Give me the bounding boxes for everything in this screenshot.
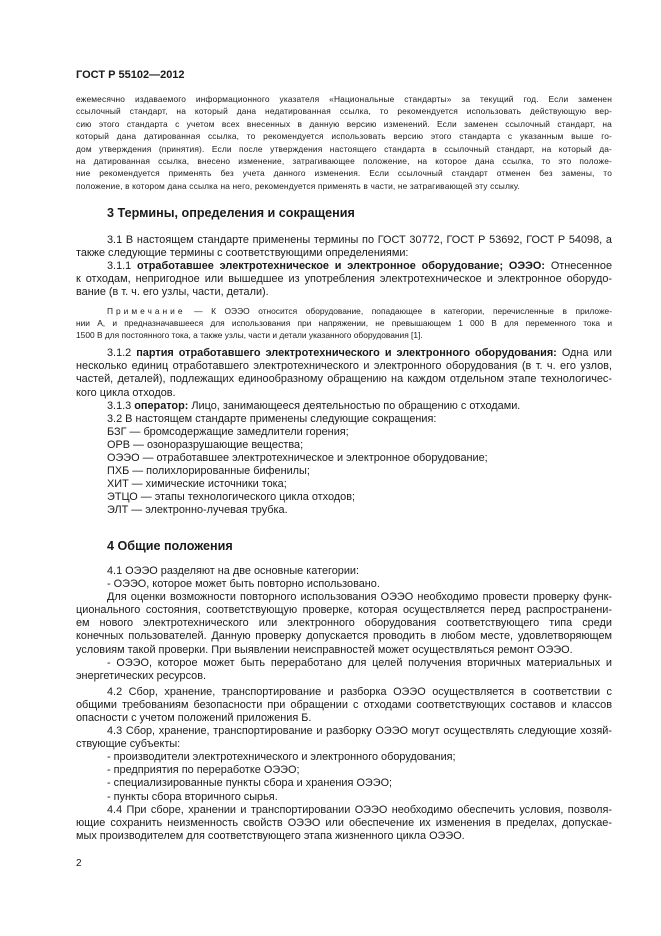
- text-line: [76, 565, 612, 578]
- para-4-2: [76, 686, 612, 725]
- text-line: [76, 247, 612, 260]
- intro-continuation: [76, 93, 612, 192]
- text-line: [76, 360, 612, 373]
- text-segment: конечных пользователей. Данную проверку допускается проводить в любом месте, удовлетворяющем: [76, 630, 612, 643]
- abbr-hit: [76, 478, 612, 491]
- abbr-phb: [76, 465, 612, 478]
- text-segment: 3 Термины, определения и сокращения: [107, 206, 355, 221]
- text-line: [76, 699, 612, 712]
- text-line: [76, 751, 612, 764]
- text-line: [76, 712, 612, 725]
- text-segment: несколько единиц отработавшего электротехнического и электронного оборудования (в т. ч. его узлов,: [76, 360, 612, 373]
- text-segment: ежемесячно издаваемого информационного указателя «Национальные стандарты» за текущий год. Если заменен: [76, 94, 612, 104]
- list-4-3-4: [76, 791, 612, 804]
- text-line: [76, 329, 612, 341]
- note-label: Примечание: [107, 305, 186, 316]
- text-line: [107, 205, 612, 221]
- text-segment: 4.1 ОЭЭО разделяют на две основные категории:: [107, 564, 360, 577]
- text-segment: общими требованиям безопасности при обращении с отходами соответствующих составов и классов: [76, 698, 612, 711]
- term-label: отработавшее электротехническое и электронное оборудование; ОЭЭО:: [137, 259, 545, 272]
- text-segment: 1500 В для постоянного тока, а также узлы, части и детали указанного оборудования [1].: [76, 329, 423, 340]
- document-page: [76, 68, 612, 869]
- para-3-1-1: [76, 260, 612, 299]
- para-4-1: [76, 565, 612, 578]
- text-line: [76, 817, 612, 830]
- text-segment: 3.1.1: [107, 259, 138, 272]
- para-3-1-2: [76, 347, 612, 399]
- text-line: [76, 130, 612, 142]
- text-line: [76, 491, 612, 504]
- para-3-1: [76, 234, 612, 260]
- text-line: [76, 400, 612, 413]
- text-line: [76, 670, 612, 683]
- text-line: [76, 118, 612, 130]
- abbr-orv: [76, 439, 612, 452]
- list-4-3-1: [76, 751, 612, 764]
- text-line: [76, 657, 612, 670]
- page-number: 2: [76, 857, 82, 869]
- text-line: [76, 725, 612, 738]
- text-segment: 4 Общие положения: [107, 539, 233, 554]
- text-segment: ссылочный стандарт, на который дана недатированная ссылка, то рекомендуется использовать действующую вер-: [76, 106, 612, 117]
- text-line: [76, 830, 612, 843]
- document-header: ГОСТ Р 55102—2012: [76, 69, 185, 81]
- text-line: [76, 591, 612, 604]
- text-line: [76, 478, 612, 491]
- abbr-etco: [76, 491, 612, 504]
- text-line: [76, 439, 612, 452]
- para-4-1-b: [76, 657, 612, 683]
- text-segment: Одна или: [556, 347, 612, 360]
- note-1: [76, 305, 612, 341]
- text-segment: вание (в т. ч. его узлы, части, детали).: [76, 286, 269, 299]
- text-line: [76, 347, 612, 360]
- text-segment: - производители электротехнического и электронного оборудования;: [107, 751, 456, 764]
- text-line: [76, 604, 612, 617]
- text-segment: - ОЭЭО, которое может быть переработано для целей получения вторичных материальных и: [107, 656, 612, 669]
- text-line: [76, 644, 612, 657]
- text-line: [76, 305, 612, 317]
- text-segment: Лицо, занимающееся деятельностью по обращению с отходами.: [188, 399, 521, 412]
- text-segment: ем нового электротехнического или электронного оборудования соответствующего типа среди: [76, 617, 612, 630]
- text-line: [76, 180, 612, 192]
- text-line: [76, 273, 612, 286]
- section-4-heading: [76, 538, 612, 554]
- text-segment: - ОЭЭО, которое может быть повторно использовано.: [107, 578, 380, 591]
- text-line: [76, 373, 612, 386]
- text-segment: — К ОЭЭО относится оборудование, попадающее в категории, перечисленные в приложе-: [185, 305, 612, 316]
- text-line: [76, 777, 612, 790]
- text-segment: 3.1.2: [107, 347, 137, 360]
- text-segment: сию этого стандарта с учетом всех внесенных в данную версию изменений. Если заменен ссылочный стандарт, на: [76, 118, 612, 129]
- text-segment: на датированная ссылка, внесено изменение, затрагивающее положение, на которое дана ссылка, то это положе-: [76, 156, 612, 167]
- para-3-2: [76, 413, 612, 426]
- text-line: [76, 804, 612, 817]
- para-4-4: [76, 804, 612, 843]
- text-segment: условиям такой проверки. При выявлении неисправностей может осуществляться ремонт ОЭЭО.: [76, 643, 573, 656]
- text-line: [76, 93, 612, 105]
- text-line: [76, 167, 612, 179]
- text-line: [76, 426, 612, 439]
- text-segment: ОРВ — озоноразрушающие вещества;: [107, 438, 304, 451]
- text-segment: ющие сохранить неизменность свойств ОЭЭО или обеспечение их изменения в пределах, допускае-: [76, 816, 612, 829]
- para-4-1-a: [76, 578, 612, 591]
- text-line: [76, 504, 612, 517]
- text-segment: нии А, и предназначавшееся для использования при напряжении, не превышающем 1 000 В для переменного тока и: [76, 317, 612, 328]
- text-line: [76, 578, 612, 591]
- list-4-3-3: [76, 777, 612, 790]
- text-segment: ЭЛТ — электронно-лучевая трубка.: [107, 504, 288, 517]
- text-segment: мых производителем для соответствующего этапа жизненного цикла ОЭЭО.: [76, 829, 465, 842]
- text-segment: - предприятия по переработке ОЭЭО;: [107, 764, 300, 777]
- text-segment: 3.1.3: [107, 399, 135, 412]
- term-label: оператор:: [134, 399, 189, 412]
- abbr-oeeo: [76, 452, 612, 465]
- term-label: партия отработавшего электротехнического и электронного оборудования:: [136, 347, 557, 360]
- text-line: [76, 143, 612, 155]
- text-segment: Для оценки возможности повторного использования ОЭЭО необходимо провести проверку функ-: [107, 591, 612, 604]
- text-segment: ционального состояния, соответствующую проверке, которая осуществляется перед распространени-: [76, 604, 612, 617]
- text-line: [76, 791, 612, 804]
- text-segment: опасности с учетом положений приложения Б.: [76, 711, 312, 724]
- para-4-1-a-text: [76, 591, 612, 656]
- text-segment: - пункты сбора вторичного сырья.: [107, 790, 278, 803]
- text-segment: 3.2 В настоящем стандарте применены следующие сокращения:: [107, 412, 437, 425]
- text-segment: кого цикла отходов.: [76, 386, 176, 399]
- text-segment: ХИТ — химические источники тока;: [107, 478, 287, 491]
- text-line: [76, 155, 612, 167]
- text-segment: который дана датированная ссылка, то рекомендуется использовать версию этого стандарта с указанным выше го-: [76, 131, 612, 142]
- text-segment: частей, деталей), подлежащих единообразному обращению на каждом отдельном этапе технологичес-: [76, 373, 612, 386]
- text-segment: 4.2 Сбор, хранение, транспортирование и разборка ОЭЭО осуществляется в соответствии с: [107, 685, 612, 698]
- text-line: [76, 234, 612, 247]
- text-line: [76, 452, 612, 465]
- text-line: [76, 617, 612, 630]
- text-line: [107, 538, 612, 554]
- list-4-3-2: [76, 764, 612, 777]
- para-4-3: [76, 725, 612, 751]
- section-3-heading: [76, 205, 612, 221]
- abbr-bzg: [76, 426, 612, 439]
- document-body: [76, 93, 612, 843]
- text-line: [76, 286, 612, 299]
- text-segment: - специализированные пункты сбора и хранения ОЭЭО;: [107, 777, 393, 790]
- text-line: [76, 260, 612, 273]
- text-segment: также следующие термины с соответствующими определениями:: [76, 246, 409, 259]
- text-line: [76, 387, 612, 400]
- text-segment: БЗГ — бромсодержащие замедлители горения;: [107, 425, 349, 438]
- text-segment: 4.3 Сбор, хранение, транспортирование и разборку ОЭЭО могут осуществлять следующие хозяй-: [107, 725, 612, 738]
- text-segment: дом утверждения (принятия). Если после утверждения настоящего стандарта в ссылочный стандарт, на который да-: [76, 143, 612, 154]
- text-line: [76, 738, 612, 751]
- text-line: [76, 317, 612, 329]
- text-segment: ПХБ — полихлорированные бифенилы;: [107, 465, 310, 478]
- text-line: [76, 630, 612, 643]
- para-3-1-3: [76, 400, 612, 413]
- text-line: [76, 105, 612, 117]
- text-segment: 3.1 В настоящем стандарте применены термины по ГОСТ 30772, ГОСТ Р 53692, ГОСТ Р 54098, а: [107, 233, 612, 246]
- text-segment: Отнесенное: [545, 259, 612, 272]
- text-segment: положение, в котором дана ссылка на него, рекомендуется применять в части, не затрагивающей эту ссылку.: [76, 180, 520, 191]
- text-segment: энергетических ресурсов.: [76, 669, 207, 682]
- text-segment: к отходам, непригодное или вышедшее из употребления электротехническое и электронное оборудо-: [76, 273, 612, 286]
- text-line: [76, 764, 612, 777]
- text-segment: 4.4 При сборе, хранении и транспортировании ОЭЭО необходимо обеспечить условия, позволя-: [107, 803, 612, 816]
- text-segment: ние рекомендуется применять без учета данного изменения. Если ссылочный стандарт отменен без замены, то: [76, 168, 612, 179]
- text-line: [76, 465, 612, 478]
- text-segment: ОЭЭО — отработавшее электротехническое и электронное оборудование;: [107, 451, 488, 464]
- text-line: [76, 686, 612, 699]
- text-line: [76, 413, 612, 426]
- abbr-elt: [76, 504, 612, 517]
- text-segment: ЭТЦО — этапы технологического цикла отходов;: [107, 491, 355, 504]
- text-segment: ствующие субъекты:: [76, 738, 181, 751]
